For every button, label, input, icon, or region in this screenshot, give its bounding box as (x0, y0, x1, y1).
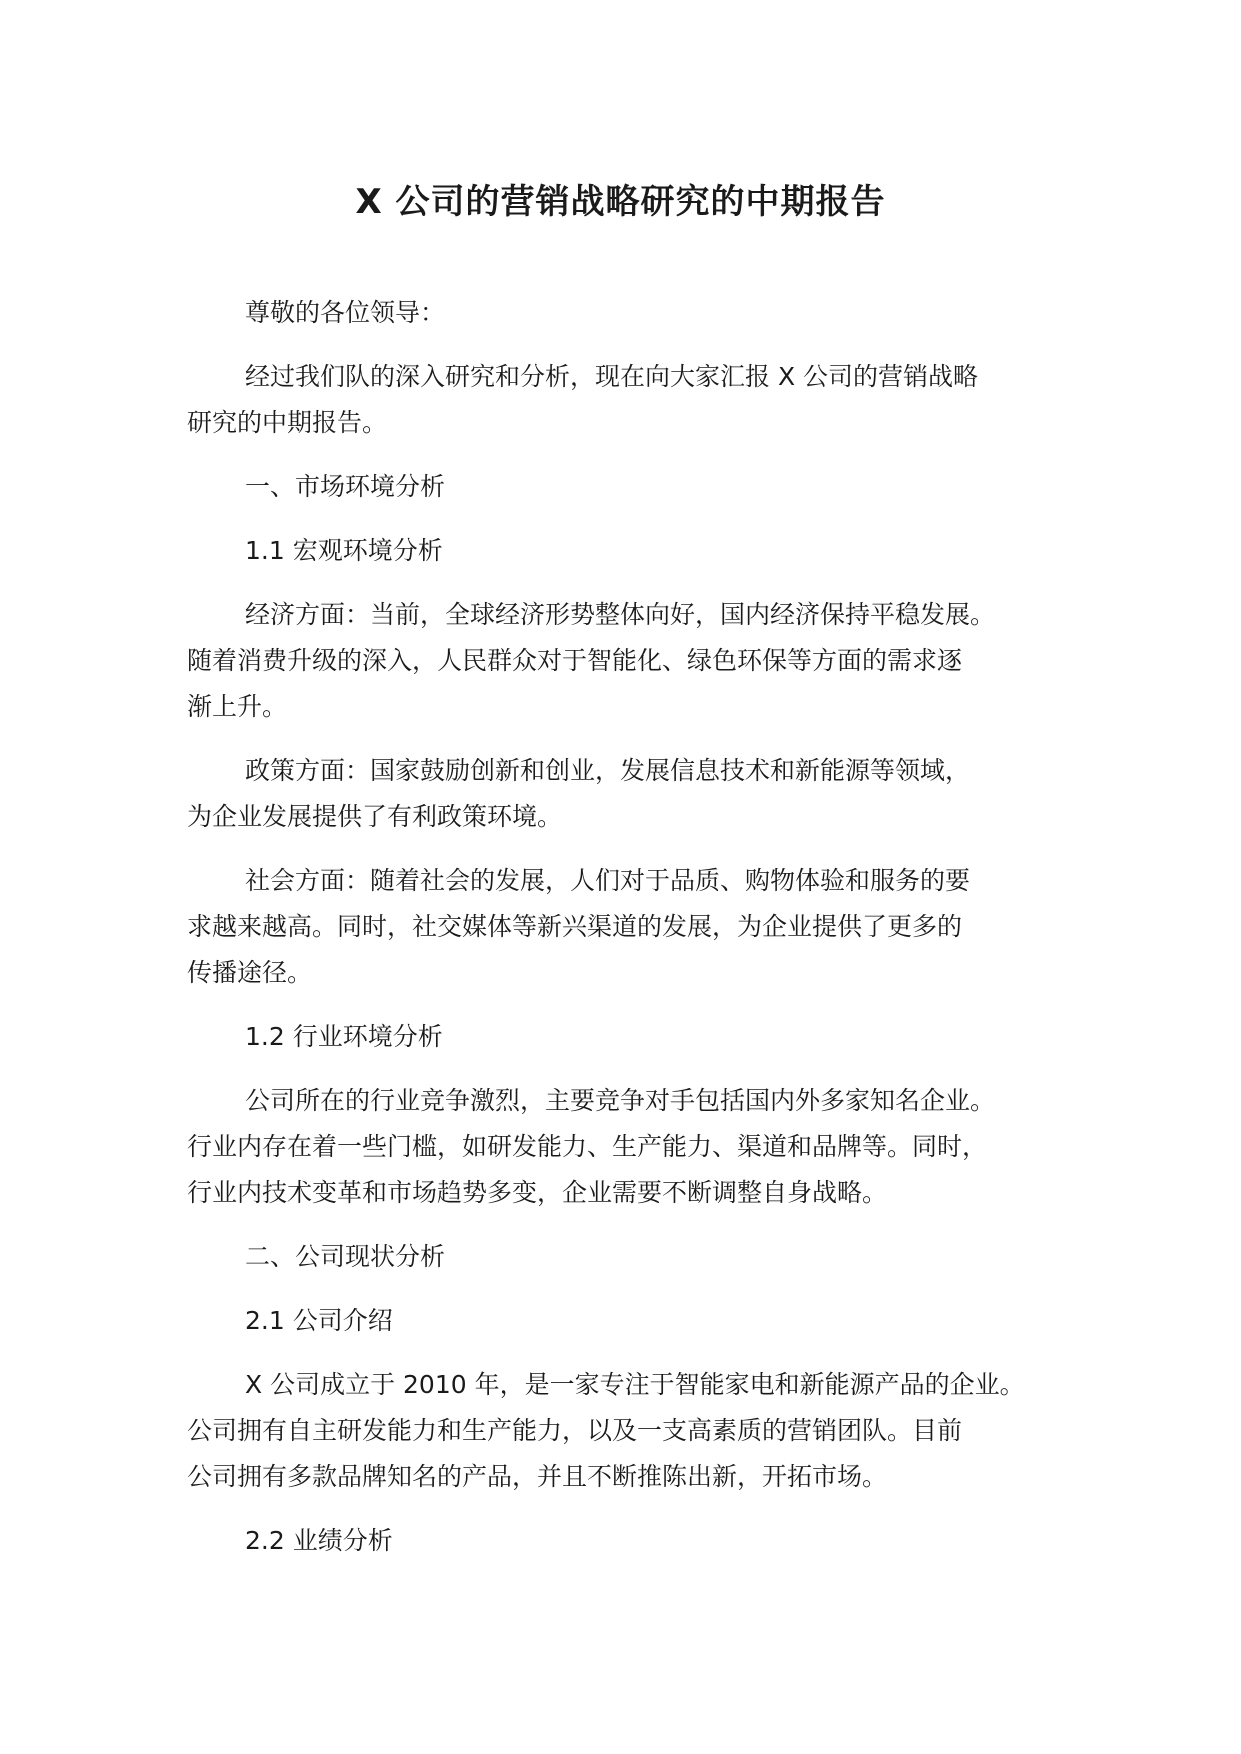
subsection-heading (187, 1014, 1087, 1060)
paragraph-line: 社会方面：随着社会的发展，人们对于品质、购物体验和服务的要 (245, 866, 971, 895)
section-heading-text: 一、市场环境分析 (245, 472, 446, 501)
section-heading-text: 二、公司现状分析 (245, 1242, 446, 1271)
subsection-heading-text: 2.2 业绩分析 (245, 1526, 393, 1555)
paragraph-line: 公司所在的行业竞争激烈，主要竞争对手包括国内外多家知名企业。 (245, 1086, 996, 1115)
paragraph-line: 尊敬的各位领导： (245, 298, 446, 327)
paragraph-line: 研究的中期报告。 (187, 408, 388, 437)
paragraph-line: 公司拥有自主研发能力和生产能力，以及一支高素质的营销团队。目前 (187, 1416, 963, 1445)
society-paragraph (187, 858, 1087, 996)
subsection-heading-text: 1.2 行业环境分析 (245, 1022, 443, 1051)
policy-paragraph (187, 748, 1087, 840)
paragraph-line: 为企业发展提供了有利政策环境。 (187, 802, 563, 831)
paragraph-line: 经济方面：当前，全球经济形势整体向好，国内经济保持平稳发展。 (245, 600, 996, 629)
paragraph-line: 求越来越高。同时，社交媒体等新兴渠道的发展，为企业提供了更多的 (187, 912, 963, 941)
subsection-heading-text: 1.1 宏观环境分析 (245, 536, 443, 565)
document-title: X 公司的营销战略研究的中期报告 (355, 182, 886, 222)
subsection-heading (187, 1298, 1087, 1344)
paragraph-line: 渐上升。 (187, 692, 288, 721)
document-body (187, 290, 1087, 1582)
paragraph-line: 经过我们队的深入研究和分析，现在向大家汇报 X 公司的营销战略 (245, 362, 979, 391)
paragraph-line: 公司拥有多款品牌知名的产品，并且不断推陈出新，开拓市场。 (187, 1462, 888, 1491)
subsection-heading-text: 2.1 公司介绍 (245, 1306, 393, 1335)
economy-paragraph (187, 592, 1087, 730)
industry-paragraph (187, 1078, 1087, 1216)
subsection-heading (187, 528, 1087, 574)
paragraph-line: 随着消费升级的深入，人民群众对于智能化、绿色环保等方面的需求逐 (187, 646, 963, 675)
paragraph-line: 行业内存在着一些门槛，如研发能力、生产能力、渠道和品牌等。同时， (187, 1132, 988, 1161)
company-intro-paragraph (187, 1362, 1087, 1500)
section-heading (187, 464, 1087, 510)
section-heading (187, 1234, 1087, 1280)
paragraph-line: 传播途径。 (187, 958, 313, 987)
subsection-heading (187, 1518, 1087, 1564)
paragraph-line: 行业内技术变革和市场趋势多变，企业需要不断调整自身战略。 (187, 1178, 888, 1207)
greeting-paragraph (187, 290, 1087, 336)
paragraph-line: 政策方面：国家鼓励创新和创业，发展信息技术和新能源等领域， (245, 756, 971, 785)
paragraph-line: X 公司成立于 2010 年，是一家专注于智能家电和新能源产品的企业。 (245, 1370, 1025, 1399)
intro-paragraph (187, 354, 1087, 446)
